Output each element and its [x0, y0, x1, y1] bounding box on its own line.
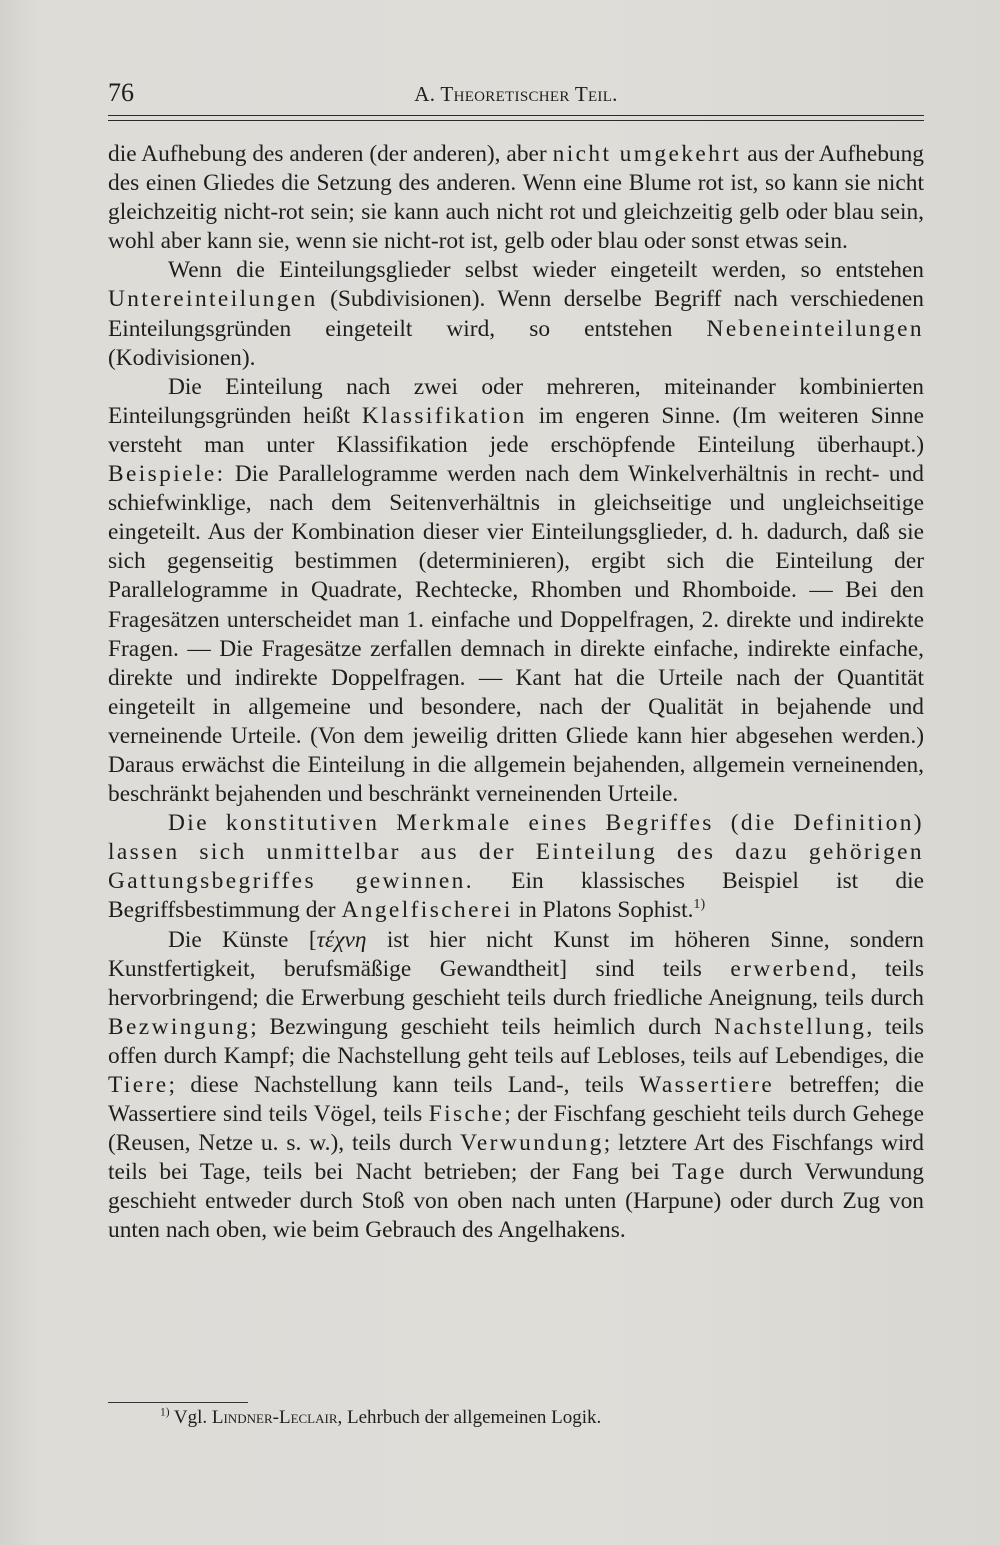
text-run: ; der Fischfang geschieht teils durch Gehege (Reusen, Netze u. s. w.), teils durch [108, 1101, 925, 1157]
paragraph-3 [108, 373, 924, 809]
text-run: im engeren Sinne. (Im weiteren Sinne versteht man unter Klassifikation jede erschöpfende Einteilung überhaupt.) [108, 402, 925, 458]
spaced-emphasis: Verwundung [460, 1130, 604, 1157]
text-run: aus der Aufhebung des einen Gliedes die Setzung des anderen. Wenn eine Blume rot ist, so kann sie nicht gleichzeitig nicht-rot sein; sie kann auch nicht rot und gleichzeitig gelb oder blau sein, wohl aber kann sie, wenn sie nicht-rot ist, gelb oder blau oder sonst etwas sein. [108, 141, 924, 255]
footnote-reference: 1) [693, 896, 706, 913]
body-text [108, 140, 924, 1246]
text-run: , teils offen durch Kampf; die Nachstellung geht teils auf Lebloses, teils auf Lebendiges, die [108, 1013, 924, 1069]
text-run: Die Parallelogramme werden nach dem Winkelverhältnis in recht- und schiefwinklige, nach dem Seitenverhältnis in gleichseitige und ungleichseitige eingeteilt. Aus der Kombination dieser vier Einteilungsglieder, d. h. dadurch, daß sie sich gegenseitig bestimmen (determinieren), ergibt sich die Einteilung der Parallelogramme in Quadrate, Rechtecke, Rhomben und Rhomboide. — Bei den Fragesätzen unterscheidet man 1. einfache und Doppelfragen, 2. direkte und indirekte Fragen. — Die Fragesätze zerfallen demnach in direkte einfache, indirekte einfache, direkte und indirekte Doppelfragen. — Kant hat die Urteile nach der Quantität eingeteilt in allgemeine und besondere, nach der Qualität in bejahende und verneinende Urteile. (Von dem jeweilig dritten Gliede kann hier abgesehen werden.) Daraus erwächst die Einteilung in die allgemein bejahenden, allgemein verneinenden, beschränkt bejahenden und beschränkt verneinenden Urteile. [108, 461, 924, 808]
text-run: Ein klassisches Beispiel ist die Begriffsbestimmung der [108, 868, 925, 924]
greek-word: τέχνη [316, 926, 367, 953]
spaced-emphasis: erwerbend [730, 955, 851, 982]
text-run: ; diese Nachstellung kann teils Land-, teils [168, 1072, 640, 1098]
text-run: in Platons Sophist. [512, 897, 694, 924]
spaced-emphasis: Die konstitutiven Merkmale eines Begriffes (die Definition) lassen sich unmittelbar aus der Einteilung des dazu gehörigen Gattungsbegriffes gewinnen. [108, 810, 924, 895]
footnote-marker: 1) [160, 1406, 170, 1419]
text-run: betreffen; die Wassertiere sind teils Vögel, teils [108, 1072, 924, 1128]
spaced-emphasis: Nachstellung [714, 1013, 867, 1040]
paragraph-2 [108, 256, 924, 372]
footnote-text: , Lehrbuch der allgemeinen Logik. [337, 1407, 602, 1428]
paragraph-5 [108, 926, 924, 1246]
text-run: die Aufhebung des anderen (der anderen), aber [108, 141, 553, 167]
text-run: Die Einteilung nach zwei oder mehreren, miteinander kombinierten Einteilungsgründen heißt [108, 373, 924, 429]
page-number: 76 [108, 78, 134, 107]
footnote-text: Vgl. [169, 1407, 212, 1428]
paragraph-4 [108, 809, 924, 925]
spaced-emphasis: nicht umgekehrt [552, 141, 742, 167]
header-rule-thin [108, 120, 924, 121]
page-header [108, 78, 924, 112]
running-head: A. Theoretischer Teil. [414, 82, 618, 106]
text-run: ist hier nicht Kunst im höheren Sinne, sondern Kunstfertigkeit, berufsmäßige Gewandtheit] sind teils [108, 926, 924, 982]
paragraph-1 [108, 140, 924, 256]
spaced-emphasis: Untereinteilungen [108, 286, 318, 313]
spaced-emphasis: Beispiele: [108, 461, 226, 488]
spaced-emphasis: Wassertiere [639, 1072, 775, 1098]
text-run: Die Künste [ [168, 926, 317, 953]
text-run: ; Bezwingung geschieht teils heimlich durch [250, 1013, 715, 1040]
footnote-author: Lindner-Leclair [211, 1407, 338, 1428]
spaced-emphasis: Tage [672, 1159, 727, 1186]
spaced-emphasis: Klassifikation [361, 402, 527, 429]
text-run: (Kodivisionen). [108, 344, 256, 371]
text-run: Wenn die Einteilungsglieder selbst wieder eingeteilt werden, so entstehen [168, 257, 924, 284]
spaced-emphasis: Fische [428, 1101, 505, 1128]
text-run: durch Verwundung geschieht entweder durch Stoß von oben nach unten (Harpune) oder durch Zug von unten nach oben, wie beim Gebrauch des Angelhakens. [108, 1159, 924, 1244]
text-run: ; letztere Art des Fischfangs wird teils bei Tage, teils bei Nacht betrieben; der Fang bei [108, 1130, 924, 1186]
footnote-rule [108, 1402, 248, 1403]
spaced-emphasis: Nebeneinteilungen [706, 315, 924, 342]
header-rule [108, 115, 924, 116]
spaced-emphasis: Tiere [108, 1072, 169, 1098]
footnote [160, 1406, 920, 1430]
text-run: (Subdivisionen). Wenn derselbe Begriff nach verschiedenen Einteilungsgründen eingeteilt wird, so entstehen [108, 286, 924, 342]
spaced-emphasis: Bezwingung [108, 1013, 251, 1040]
text-run: , teils hervorbringend; die Erwerbung geschieht teils durch friedliche Aneignung, teils durch [108, 955, 924, 1011]
spaced-emphasis: Angelfischerei [341, 897, 513, 924]
